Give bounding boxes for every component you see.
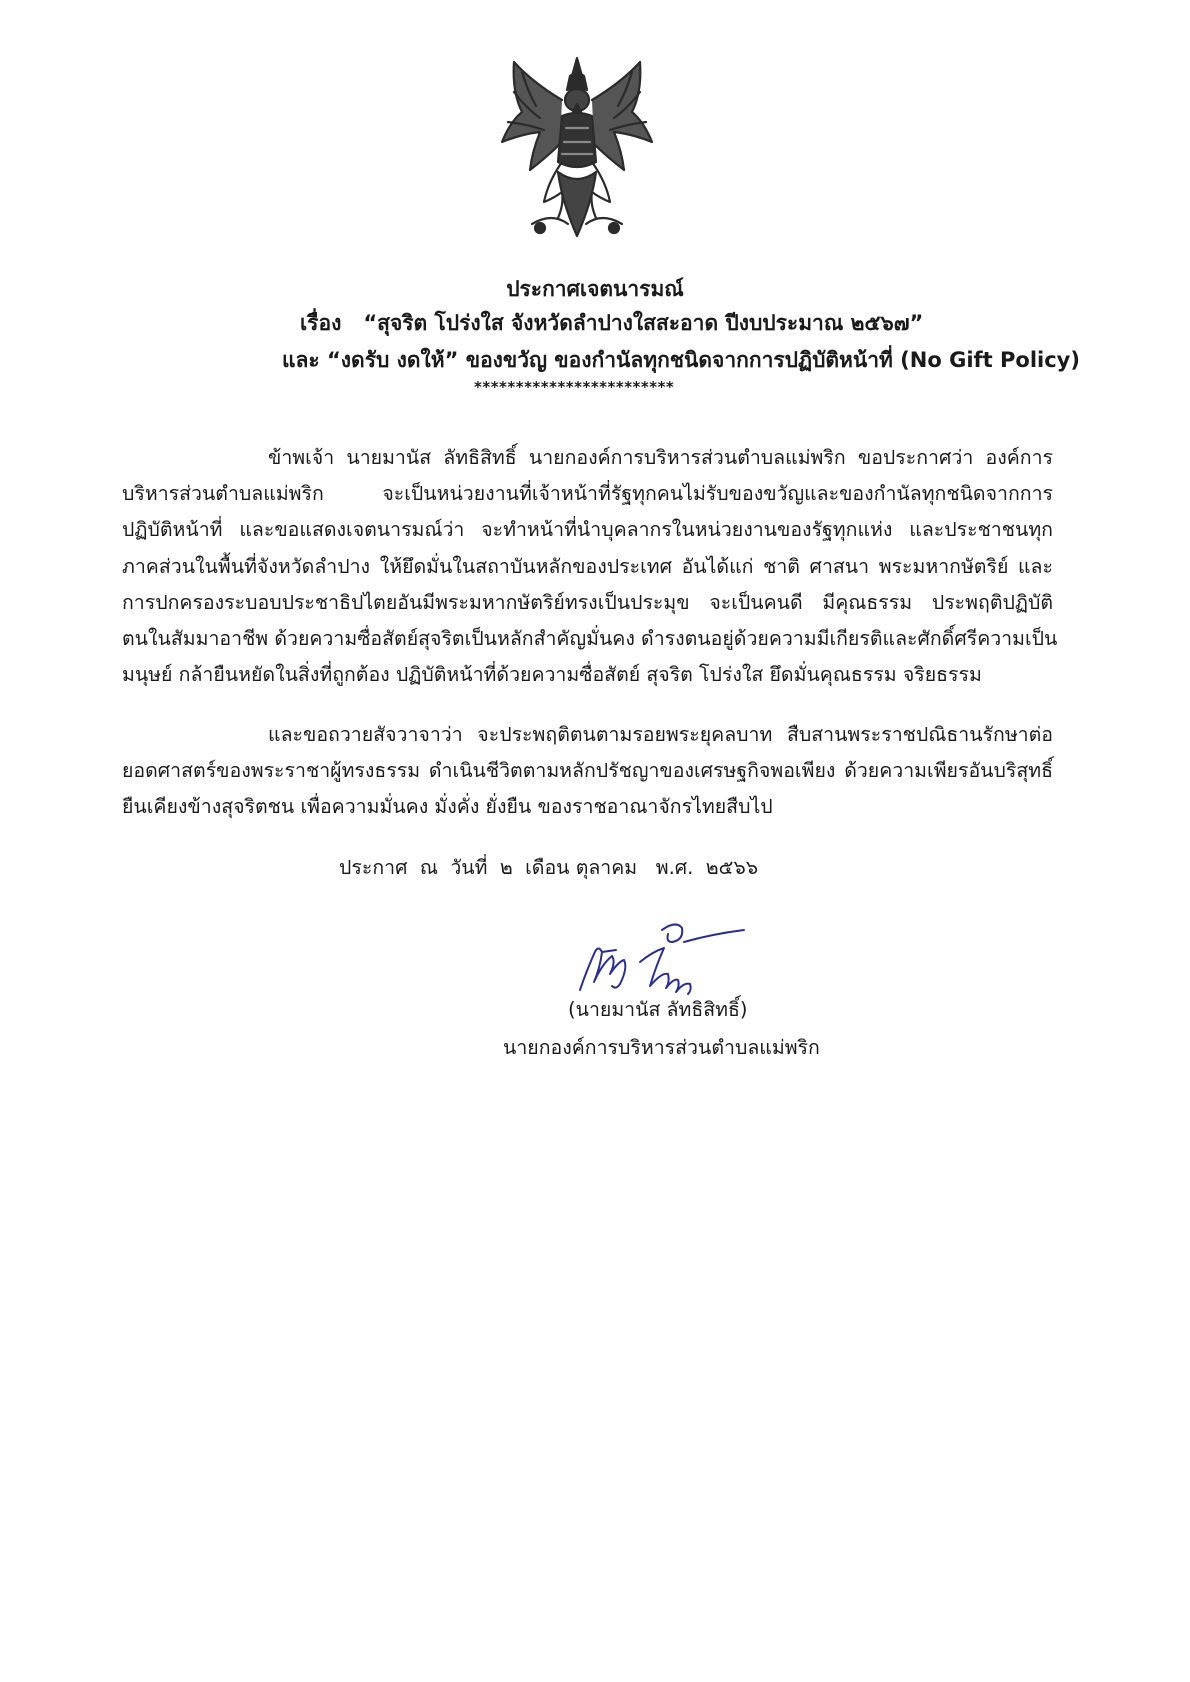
paragraph-line: และขอถวายสัจวาจาว่า จะประพฤติตนตามรอยพระยุคลบาท สืบสานพระราชปณิธานรักษาต่อ xyxy=(268,723,1053,746)
signatory-name: (นายมานัส ลัทธิสิทธิ์) xyxy=(568,998,748,1021)
paragraph-line: บริหารส่วนตำบลแม่พริก จะเป็นหน่วยงานที่เจ้าหน้าที่รัฐทุกคนไม่รับของขวัญและของกำนัลทุกชนิดจากการ xyxy=(122,482,1053,506)
paragraph-line: ยืนเคียงข้างสุจริตชน เพื่อความมั่นคง มั่งคั่ง ยั่งยืน ของราชอาณาจักรไทยสืบไป xyxy=(122,795,773,819)
announcement-date: ประกาศ ณ วันที่ ๒ เดือน ตุลาคม พ.ศ. ๒๕๖๖ xyxy=(339,856,759,879)
paragraph-line: มนุษย์ กล้ายืนหยัดในสิ่งที่ถูกต้อง ปฏิบัติหน้าที่ด้วยความซื่อสัตย์ สุจริต โปร่งใส ยึดมั่นคุณธรรม จริยธรรม xyxy=(122,663,982,687)
subject-line-2: และ “งดรับ งดให้” ของขวัญ ของกำนัลทุกชนิดจากการปฏิบัติหน้าที่ (No Gift Policy) xyxy=(282,348,1080,372)
paragraph-line: ข้าพเจ้า นายมานัส ลัทธิสิทธิ์ นายกองค์การบริหารส่วนตำบลแม่พริก ขอประกาศว่า องค์การ xyxy=(268,446,1053,469)
paragraph-line: ภาคส่วนในพื้นที่จังหวัดลำปาง ให้ยึดมั่นในสถาบันหลักของประเทศ อันได้แก่ ชาติ ศาสนา พระมหากษัตริย์ และ xyxy=(122,554,1053,578)
paragraph-oath xyxy=(122,717,1053,826)
garuda-emblem-icon xyxy=(492,52,662,242)
separator: ************************ xyxy=(474,378,675,396)
subject-line xyxy=(300,306,923,340)
subject-label: เรื่อง xyxy=(300,311,342,335)
paragraph-line: ตนในสัมมาอาชีพ ด้วยความซื่อสัตย์สุจริตเป็นหลักสำคัญมั่นคง ดำรงตนอยู่ด้วยความมีเกียรติและศักดิ์ศรีความเป็น xyxy=(122,627,1058,651)
paragraph-declaration xyxy=(122,440,1058,693)
paragraph-line: ปฏิบัติหน้าที่ และขอแสดงเจตนารมณ์ว่า จะทำหน้าที่นำบุคลากรในหน่วยงานของรัฐทุกแห่ง และประชาชนทุก xyxy=(122,518,1053,542)
announcement-title: ประกาศเจตนารมณ์ xyxy=(506,277,684,301)
handwritten-signature xyxy=(572,912,752,1002)
signatory-position: นายกองค์การบริหารส่วนตำบลแม่พริก xyxy=(503,1036,820,1059)
subject-text: “สุจริต โปร่งใส จังหวัดลำปางใสสะอาด ปีงบประมาณ ๒๕๖๗” xyxy=(363,311,924,335)
paragraph-line: การปกครองระบอบประชาธิปไตยอันมีพระมหากษัตริย์ทรงเป็นประมุข จะเป็นคนดี มีคุณธรรม ประพฤติปฏิบัติ xyxy=(122,590,1053,614)
paragraph-line: ยอดศาสตร์ของพระราชาผู้ทรงธรรม ดำเนินชีวิตตามหลักปรัชญาของเศรษฐกิจพอเพียง ด้วยความเพียรอันบริสุทธิ์ xyxy=(122,759,1053,783)
